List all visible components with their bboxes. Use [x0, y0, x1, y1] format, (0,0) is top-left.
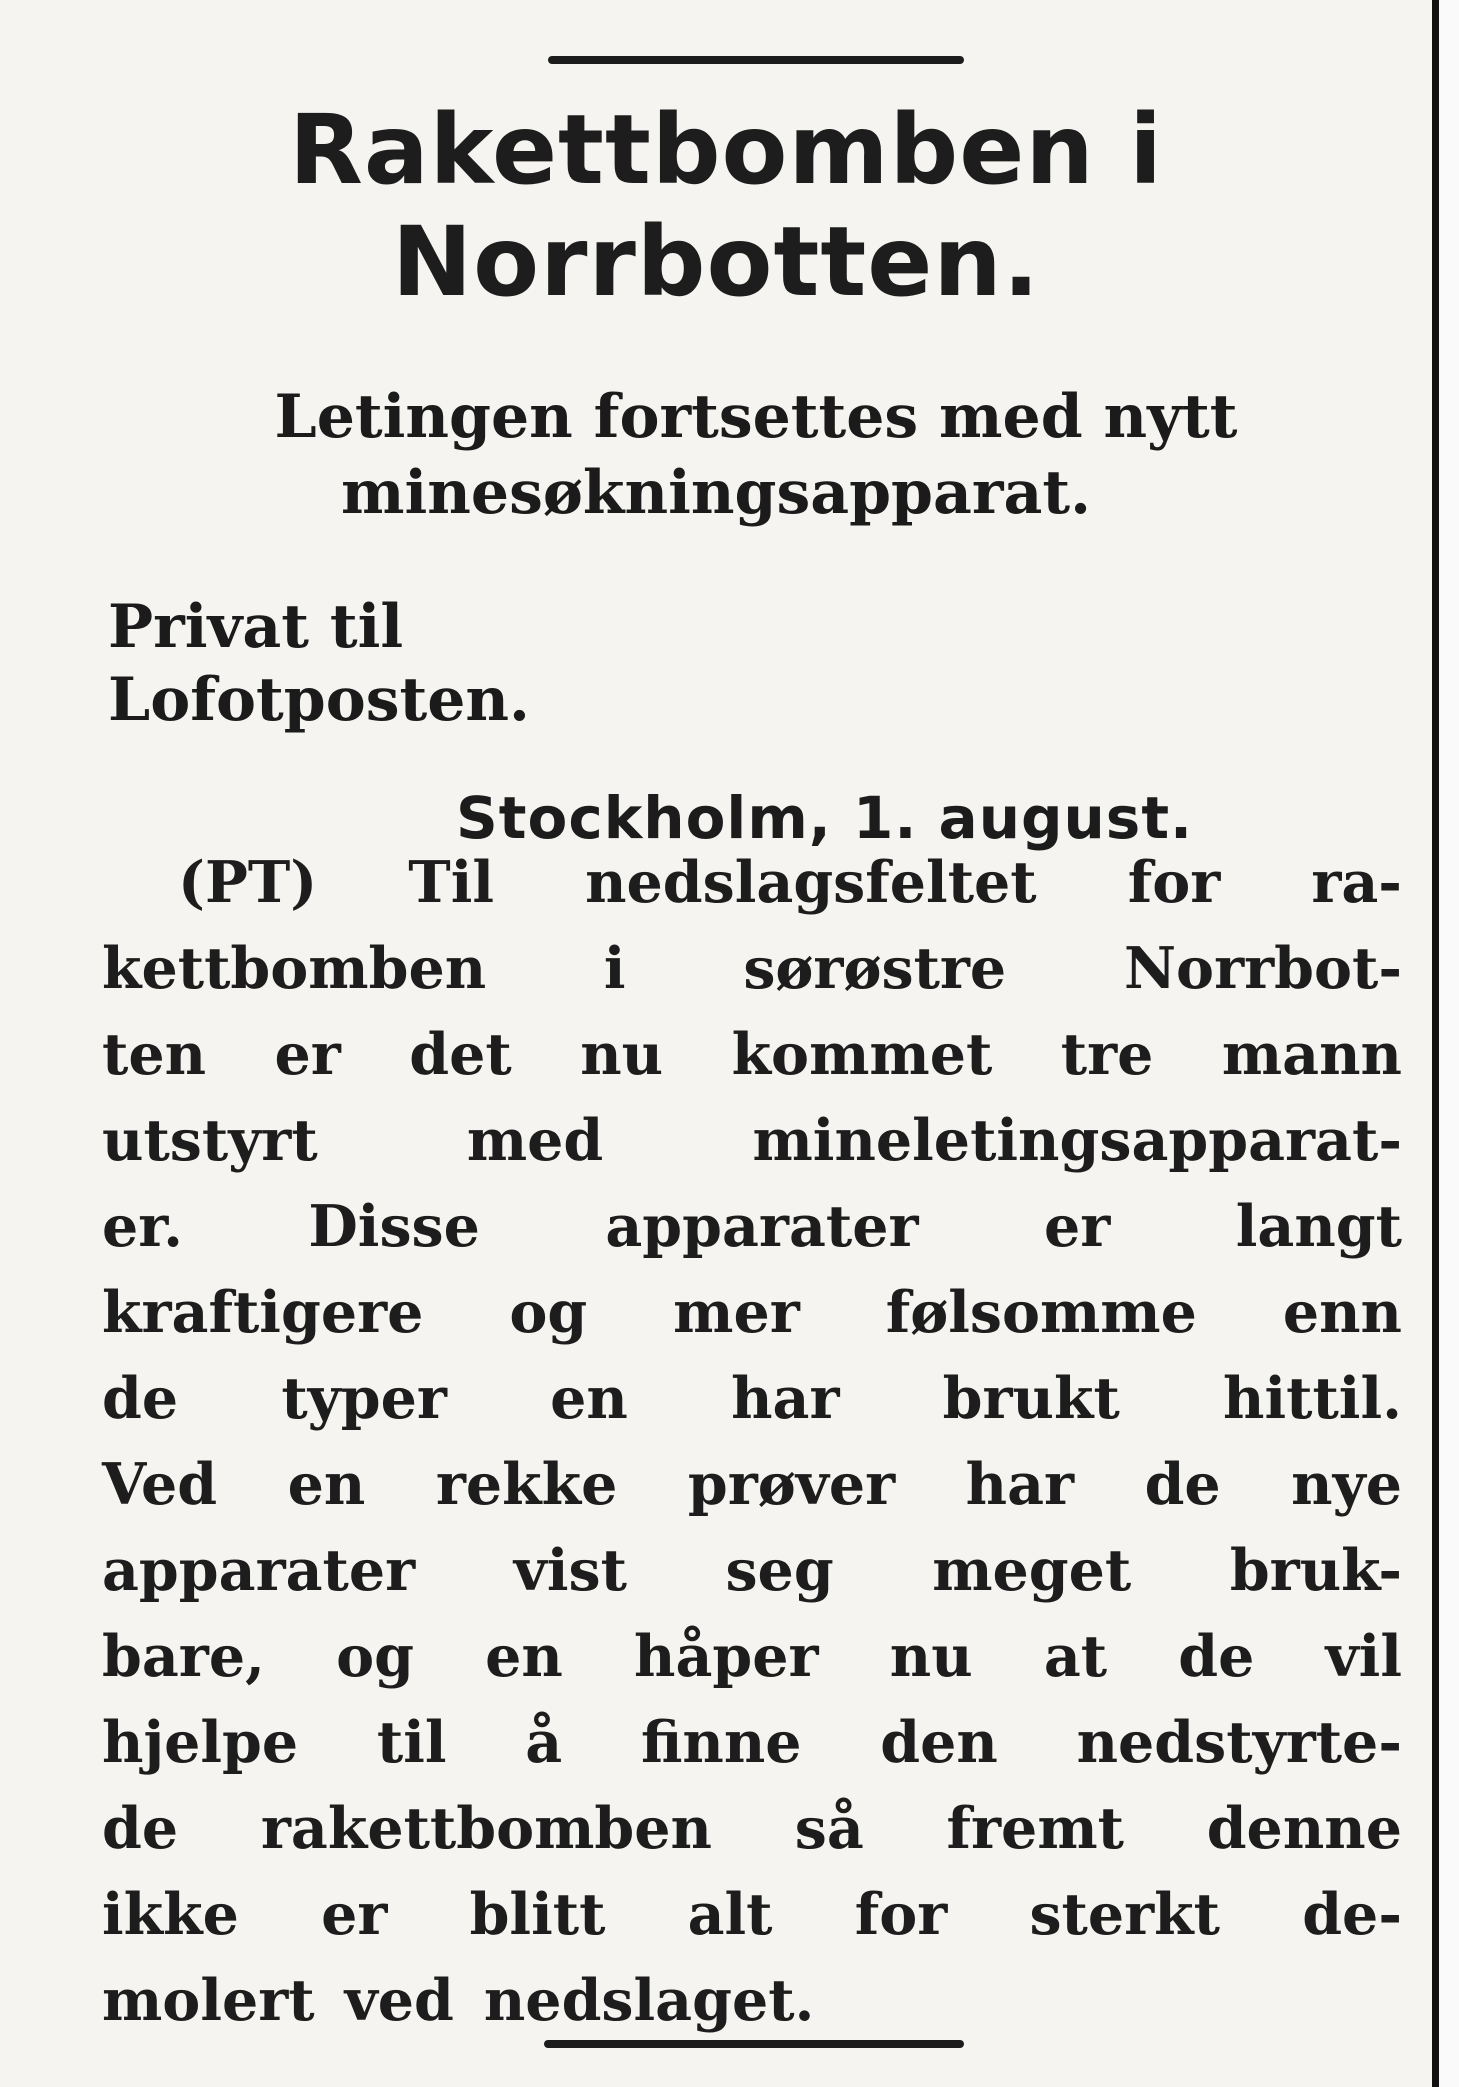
body-word: prøver — [687, 1451, 896, 1518]
body-word: kraftigere — [102, 1279, 424, 1346]
body-word: og — [509, 1279, 588, 1346]
body-word: så — [794, 1795, 864, 1862]
body-word: i — [603, 935, 626, 1002]
body-word: apparater — [605, 1193, 919, 1260]
body-word: nedslaget. — [483, 1967, 815, 2034]
body-word: denne — [1206, 1795, 1402, 1862]
body-word: har — [965, 1451, 1075, 1518]
body-word: mineletingsapparat- — [752, 1107, 1402, 1174]
byline-line-1: Privat til — [108, 592, 404, 662]
body-word: en — [287, 1451, 366, 1518]
body-line — [178, 848, 1402, 918]
body-line — [102, 1106, 1402, 1176]
body-word: den — [880, 1709, 998, 1776]
body-word: er — [274, 1021, 341, 1088]
dateline: Stockholm, 1. august. — [456, 784, 1194, 852]
body-word: hjelpe — [102, 1709, 299, 1776]
body-word: kettbomben — [102, 935, 487, 1002]
body-word: har — [731, 1365, 840, 1432]
body-word: for — [1127, 849, 1221, 916]
subheadline-line-1: Letingen fortsettes med nytt — [274, 382, 1238, 452]
headline-line-1: Rakettbomben i — [288, 94, 1164, 206]
body-word: de — [1144, 1451, 1221, 1518]
body-word: bare, — [102, 1623, 265, 1690]
body-word: nu — [889, 1623, 973, 1690]
body-word: brukt — [942, 1365, 1120, 1432]
body-word: en — [550, 1365, 628, 1432]
column-rule — [1432, 0, 1439, 2087]
bottom-divider — [544, 2040, 964, 2048]
body-line — [102, 1278, 1402, 1348]
body-line — [102, 1364, 1402, 1434]
body-line — [102, 1450, 1402, 1520]
body-word: enn — [1282, 1279, 1402, 1346]
body-word: Disse — [308, 1193, 480, 1260]
headline-line-2: Norrbotten. — [391, 206, 1041, 318]
body-word: rakettbomben — [260, 1795, 712, 1862]
body-word: finne — [640, 1709, 802, 1776]
body-word: molert — [102, 1967, 315, 2034]
top-divider — [548, 56, 964, 64]
body-word: (PT) — [178, 849, 318, 916]
body-word: seg — [725, 1537, 834, 1604]
body-word: vist — [513, 1537, 627, 1604]
body-word: kommet — [731, 1021, 993, 1088]
body-word: mer — [673, 1279, 800, 1346]
body-word: utstyrt — [102, 1107, 318, 1174]
body-word: for — [854, 1881, 948, 1948]
body-word: ved — [344, 1967, 454, 2034]
byline-line-2: Lofotposten. — [108, 665, 530, 735]
body-word: og — [336, 1623, 414, 1690]
body-word: nedslagsfeltet — [585, 849, 1037, 916]
body-word: de — [102, 1795, 179, 1862]
body-word: sørøstre — [743, 935, 1007, 1002]
body-word: de- — [1302, 1881, 1402, 1948]
body-word: apparater — [102, 1537, 416, 1604]
body-word: blitt — [469, 1881, 606, 1948]
body-word: alt — [687, 1881, 773, 1948]
body-word: er. — [102, 1193, 183, 1260]
page-margin — [1439, 0, 1459, 2087]
body-line — [102, 1622, 1402, 1692]
body-word: Ved — [102, 1451, 218, 1518]
body-word: meget — [932, 1537, 1132, 1604]
body-word: vil — [1325, 1623, 1402, 1690]
body-word: Norrbot- — [1123, 935, 1402, 1002]
body-word: Til — [408, 849, 495, 916]
body-word: nu — [580, 1021, 664, 1088]
body-line — [102, 1536, 1402, 1606]
body-word: ikke — [102, 1881, 239, 1948]
body-word: å — [525, 1709, 563, 1776]
body-word: sterkt — [1029, 1881, 1221, 1948]
body-line — [102, 1880, 1402, 1950]
body-word: typer — [281, 1365, 447, 1432]
body-word: er — [1043, 1193, 1111, 1260]
body-line — [102, 1708, 1402, 1778]
body-line — [102, 934, 1402, 1004]
body-word: mann — [1221, 1021, 1402, 1088]
body-word: er — [321, 1881, 388, 1948]
body-word: bruk- — [1229, 1537, 1402, 1604]
body-word: de — [102, 1365, 179, 1432]
body-word: tre — [1060, 1021, 1154, 1088]
body-word: hittil. — [1223, 1365, 1402, 1432]
body-word: ra- — [1311, 849, 1402, 916]
body-word: med — [466, 1107, 604, 1174]
body-word: håper — [634, 1623, 819, 1690]
body-word: nedstyrte- — [1076, 1709, 1402, 1776]
body-word: følsomme — [885, 1279, 1197, 1346]
body-word: at — [1043, 1623, 1108, 1690]
body-line — [102, 1020, 1402, 1090]
subheadline-line-2: minesøkningsapparat. — [341, 458, 1091, 528]
body-word: rekke — [435, 1451, 618, 1518]
body-line — [102, 1192, 1402, 1262]
body-word: langt — [1235, 1193, 1402, 1260]
body-word: nye — [1291, 1451, 1402, 1518]
body-word: det — [409, 1021, 512, 1088]
body-word: til — [376, 1709, 447, 1776]
body-word: ten — [102, 1021, 207, 1088]
body-line — [102, 1966, 814, 2036]
body-word: fremt — [946, 1795, 1124, 1862]
body-line — [102, 1794, 1402, 1864]
body-word: de — [1178, 1623, 1255, 1690]
body-word: en — [485, 1623, 563, 1690]
